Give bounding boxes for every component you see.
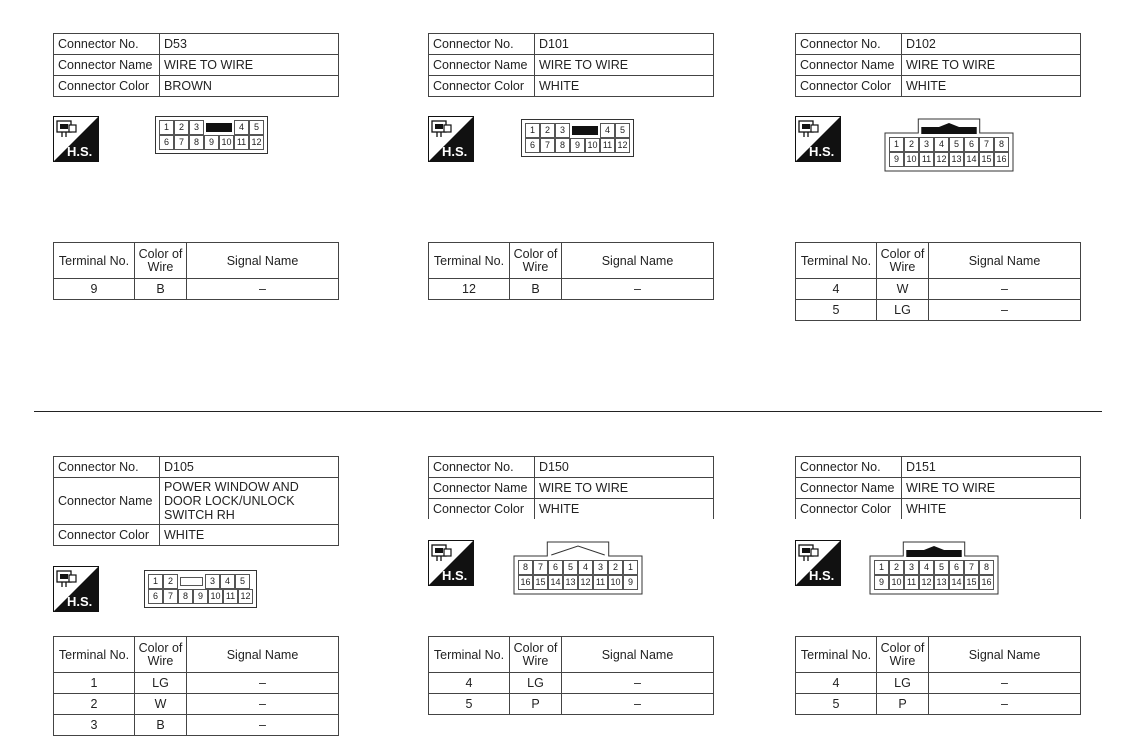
connector-pin: 6 <box>159 135 174 150</box>
wire-color-cell: P <box>877 694 929 715</box>
hs-badge-label: H.S. <box>442 568 468 583</box>
terminal-no-cell: 4 <box>796 279 877 300</box>
connector-panel-d102 <box>795 33 1085 333</box>
connector-info-table <box>795 33 1081 97</box>
connector-pin: 13 <box>949 152 964 167</box>
connector-no-value: D101 <box>535 34 714 55</box>
section-divider <box>34 411 1102 412</box>
terminal-table <box>795 242 1081 321</box>
signal-name-header: Signal Name <box>187 637 339 673</box>
connector-color-value: WHITE <box>160 525 339 546</box>
terminal-table <box>795 636 1081 715</box>
connector-name-label: Connector Name <box>54 478 160 525</box>
signal-name-cell: – <box>187 715 339 736</box>
wire-color-cell: B <box>135 279 187 300</box>
color-of-wire-header: Color of Wire <box>877 637 929 673</box>
connector-pin: 16 <box>979 575 994 590</box>
color-of-wire-header: Color of Wire <box>877 243 929 279</box>
connector-pin: 4 <box>578 560 593 575</box>
connector-no-value: D53 <box>160 34 339 55</box>
connector-pin: 15 <box>964 575 979 590</box>
table-row <box>429 694 714 715</box>
connector-no-label: Connector No. <box>429 34 535 55</box>
hs-badge-label: H.S. <box>442 144 468 159</box>
terminal-table <box>428 242 714 300</box>
terminal-table-header <box>429 243 714 279</box>
connector-info-table <box>53 456 339 546</box>
connector-pin: 4 <box>220 574 235 589</box>
connector-color-label: Connector Color <box>429 499 535 520</box>
connector-pin: 6 <box>949 560 964 575</box>
connector-pin: 8 <box>979 560 994 575</box>
connector-pin: 15 <box>533 575 548 590</box>
signal-name-cell: – <box>187 279 339 300</box>
connector-pin: 9 <box>889 152 904 167</box>
color-of-wire-header: Color of Wire <box>135 243 187 279</box>
connector-pin: 6 <box>148 589 163 604</box>
connector-pin: 1 <box>525 123 540 138</box>
connector-no-label: Connector No. <box>54 34 160 55</box>
wire-color-cell: W <box>135 694 187 715</box>
table-row <box>54 673 339 694</box>
wire-color-cell: W <box>877 279 929 300</box>
signal-name-cell: – <box>929 673 1081 694</box>
connector-pin: 10 <box>608 575 623 590</box>
color-of-wire-header: Color of Wire <box>135 637 187 673</box>
connector-name-value: WIRE TO WIRE <box>535 55 714 76</box>
connector-pin: 12 <box>249 135 264 150</box>
connector-no-value: D150 <box>535 457 714 478</box>
connector-name-label: Connector Name <box>429 55 535 76</box>
table-row <box>796 694 1081 715</box>
connector-pin: 3 <box>555 123 570 138</box>
terminal-no-cell: 1 <box>54 673 135 694</box>
hs-badge-label: H.S. <box>809 568 835 583</box>
connector-pin: 16 <box>518 575 533 590</box>
connector-panel-d53 <box>53 33 343 333</box>
connector-pin: 15 <box>979 152 994 167</box>
connector-pin: 9 <box>193 589 208 604</box>
connector-color-value: WHITE <box>535 76 714 97</box>
connector-pin: 5 <box>235 574 250 589</box>
connector-pin: 10 <box>585 138 600 153</box>
signal-name-header: Signal Name <box>929 637 1081 673</box>
signal-name-cell: – <box>562 279 714 300</box>
table-row <box>796 300 1081 321</box>
connector-name-label: Connector Name <box>796 55 902 76</box>
terminal-no-header: Terminal No. <box>54 637 135 673</box>
hs-badge-icon <box>795 540 841 586</box>
connector-key-slot <box>572 126 598 135</box>
terminal-table-header <box>54 243 339 279</box>
connector-pin: 11 <box>600 138 615 153</box>
wire-color-cell: P <box>510 694 562 715</box>
table-row <box>54 715 339 736</box>
hs-badge-icon <box>53 116 99 162</box>
terminal-no-cell: 4 <box>796 673 877 694</box>
wire-color-cell: LG <box>877 673 929 694</box>
terminal-no-cell: 4 <box>429 673 510 694</box>
terminal-table <box>53 636 339 736</box>
connector-pin: 3 <box>205 574 220 589</box>
connector-color-label: Connector Color <box>796 499 902 520</box>
connector-pin: 6 <box>548 560 563 575</box>
signal-name-header: Signal Name <box>187 243 339 279</box>
connector-pin: 7 <box>174 135 189 150</box>
connector-color-label: Connector Color <box>796 76 902 97</box>
connector-pin: 8 <box>178 589 193 604</box>
connector-pin: 14 <box>548 575 563 590</box>
terminal-table-header <box>429 637 714 673</box>
terminal-table <box>428 636 714 715</box>
terminal-no-cell: 5 <box>796 694 877 715</box>
color-of-wire-header: Color of Wire <box>510 637 562 673</box>
connector-pin: 3 <box>919 137 934 152</box>
connector-pinout-diagram <box>155 116 268 154</box>
terminal-no-header: Terminal No. <box>796 243 877 279</box>
connector-no-value: D151 <box>902 457 1081 478</box>
connector-pin: 3 <box>593 560 608 575</box>
connector-pin: 4 <box>600 123 615 138</box>
terminal-table-header <box>796 243 1081 279</box>
connector-pin: 1 <box>889 137 904 152</box>
signal-name-cell: – <box>187 694 339 715</box>
signal-name-header: Signal Name <box>562 637 714 673</box>
table-row <box>796 673 1081 694</box>
connector-info-table <box>428 33 714 97</box>
connector-pin: 7 <box>533 560 548 575</box>
connector-pin: 10 <box>208 589 223 604</box>
connector-pin: 9 <box>623 575 638 590</box>
connector-key-slot <box>206 123 232 132</box>
table-row <box>429 673 714 694</box>
connector-pin: 4 <box>934 137 949 152</box>
connector-pin: 14 <box>949 575 964 590</box>
connector-pin: 5 <box>249 120 264 135</box>
connector-pinout-diagram <box>521 119 634 157</box>
connector-panel-d105 <box>53 456 343 756</box>
terminal-no-cell: 3 <box>54 715 135 736</box>
terminal-no-cell: 2 <box>54 694 135 715</box>
hs-badge-label: H.S. <box>67 144 93 159</box>
hs-badge-icon <box>795 116 841 162</box>
connector-pin: 11 <box>223 589 238 604</box>
connector-pin: 7 <box>979 137 994 152</box>
connector-pin: 10 <box>904 152 919 167</box>
connector-pin: 13 <box>934 575 949 590</box>
wire-color-cell: LG <box>135 673 187 694</box>
connector-pin: 9 <box>204 135 219 150</box>
connector-pin: 1 <box>159 120 174 135</box>
connector-pin: 2 <box>163 574 178 589</box>
connector-name-value: POWER WINDOW AND DOOR LOCK/UNLOCK SWITCH RH <box>160 478 339 525</box>
connector-pin: 8 <box>994 137 1009 152</box>
connector-pin: 12 <box>615 138 630 153</box>
connector-key-slot <box>180 577 203 586</box>
connector-pin: 11 <box>593 575 608 590</box>
connector-pin: 6 <box>525 138 540 153</box>
connector-panel-d101 <box>428 33 718 333</box>
connector-pin: 7 <box>540 138 555 153</box>
connector-no-label: Connector No. <box>54 457 160 478</box>
connector-pin: 12 <box>238 589 253 604</box>
terminal-no-header: Terminal No. <box>54 243 135 279</box>
connector-pin: 3 <box>904 560 919 575</box>
connector-pin: 7 <box>163 589 178 604</box>
connector-info-table <box>795 456 1081 519</box>
connector-pin: 5 <box>563 560 578 575</box>
connector-pin: 4 <box>234 120 249 135</box>
connector-pin: 9 <box>874 575 889 590</box>
hs-badge-icon <box>428 540 474 586</box>
terminal-no-cell: 12 <box>429 279 510 300</box>
connector-color-label: Connector Color <box>54 525 160 546</box>
connector-pin: 5 <box>615 123 630 138</box>
connector-info-table <box>428 456 714 519</box>
connector-pin: 5 <box>934 560 949 575</box>
signal-name-cell: – <box>929 279 1081 300</box>
table-row <box>429 279 714 300</box>
connector-pin: 13 <box>563 575 578 590</box>
hs-badge-label: H.S. <box>809 144 835 159</box>
connector-pin: 2 <box>608 560 623 575</box>
color-of-wire-header: Color of Wire <box>510 243 562 279</box>
connector-name-label: Connector Name <box>429 478 535 499</box>
connector-pin: 12 <box>934 152 949 167</box>
terminal-table-header <box>54 637 339 673</box>
connector-pin: 2 <box>889 560 904 575</box>
connector-pin: 12 <box>919 575 934 590</box>
connector-pin: 7 <box>964 560 979 575</box>
hs-badge-icon <box>53 566 99 612</box>
connector-pin: 8 <box>555 138 570 153</box>
connector-pin: 2 <box>174 120 189 135</box>
connector-no-label: Connector No. <box>796 34 902 55</box>
connector-pin: 6 <box>964 137 979 152</box>
connector-pin: 11 <box>919 152 934 167</box>
connector-pin: 10 <box>219 135 234 150</box>
connector-color-label: Connector Color <box>54 76 160 97</box>
connector-pin: 8 <box>518 560 533 575</box>
connector-name-label: Connector Name <box>54 55 160 76</box>
connector-pinout-diagram <box>870 542 998 594</box>
terminal-no-cell: 5 <box>796 300 877 321</box>
connector-no-value: D102 <box>902 34 1081 55</box>
hs-badge-label: H.S. <box>67 594 93 609</box>
connector-pin: 16 <box>994 152 1009 167</box>
connector-pin: 9 <box>570 138 585 153</box>
connector-pinout-diagram <box>144 570 257 608</box>
terminal-table-header <box>796 637 1081 673</box>
signal-name-cell: – <box>562 673 714 694</box>
connector-pin: 11 <box>234 135 249 150</box>
connector-pin: 8 <box>189 135 204 150</box>
connector-pin: 4 <box>919 560 934 575</box>
connector-info-table <box>53 33 339 97</box>
terminal-no-cell: 5 <box>429 694 510 715</box>
connector-no-value: D105 <box>160 457 339 478</box>
table-row <box>54 694 339 715</box>
connector-name-value: WIRE TO WIRE <box>535 478 714 499</box>
connector-pin: 1 <box>623 560 638 575</box>
wire-color-cell: B <box>510 279 562 300</box>
connector-panel-d151 <box>795 456 1085 756</box>
terminal-no-cell: 9 <box>54 279 135 300</box>
connector-pin: 1 <box>874 560 889 575</box>
hs-badge-icon <box>428 116 474 162</box>
connector-pin: 12 <box>578 575 593 590</box>
signal-name-cell: – <box>187 673 339 694</box>
connector-color-value: WHITE <box>535 499 714 520</box>
connector-color-value: WHITE <box>902 499 1081 520</box>
signal-name-cell: – <box>562 694 714 715</box>
connector-pin: 3 <box>189 120 204 135</box>
signal-name-header: Signal Name <box>929 243 1081 279</box>
connector-pin: 5 <box>949 137 964 152</box>
table-row <box>796 279 1081 300</box>
connector-color-value: WHITE <box>902 76 1081 97</box>
connector-pin: 2 <box>540 123 555 138</box>
terminal-table <box>53 242 339 300</box>
table-row <box>54 279 339 300</box>
connector-pin: 10 <box>889 575 904 590</box>
wire-color-cell: B <box>135 715 187 736</box>
terminal-no-header: Terminal No. <box>796 637 877 673</box>
connector-panel-d150 <box>428 456 718 756</box>
connector-no-label: Connector No. <box>429 457 535 478</box>
signal-name-cell: – <box>929 694 1081 715</box>
connector-name-label: Connector Name <box>796 478 902 499</box>
connector-pinout-diagram <box>514 542 642 594</box>
terminal-no-header: Terminal No. <box>429 243 510 279</box>
connector-pin: 1 <box>148 574 163 589</box>
wire-color-cell: LG <box>877 300 929 321</box>
connector-name-value: WIRE TO WIRE <box>160 55 339 76</box>
terminal-no-header: Terminal No. <box>429 637 510 673</box>
connector-no-label: Connector No. <box>796 457 902 478</box>
connector-pin: 11 <box>904 575 919 590</box>
connector-pin: 2 <box>904 137 919 152</box>
signal-name-cell: – <box>929 300 1081 321</box>
wire-color-cell: LG <box>510 673 562 694</box>
connector-name-value: WIRE TO WIRE <box>902 478 1081 499</box>
signal-name-header: Signal Name <box>562 243 714 279</box>
connector-pinout-diagram <box>885 119 1013 171</box>
connector-color-value: BROWN <box>160 76 339 97</box>
connector-color-label: Connector Color <box>429 76 535 97</box>
connector-name-value: WIRE TO WIRE <box>902 55 1081 76</box>
connector-pin: 14 <box>964 152 979 167</box>
